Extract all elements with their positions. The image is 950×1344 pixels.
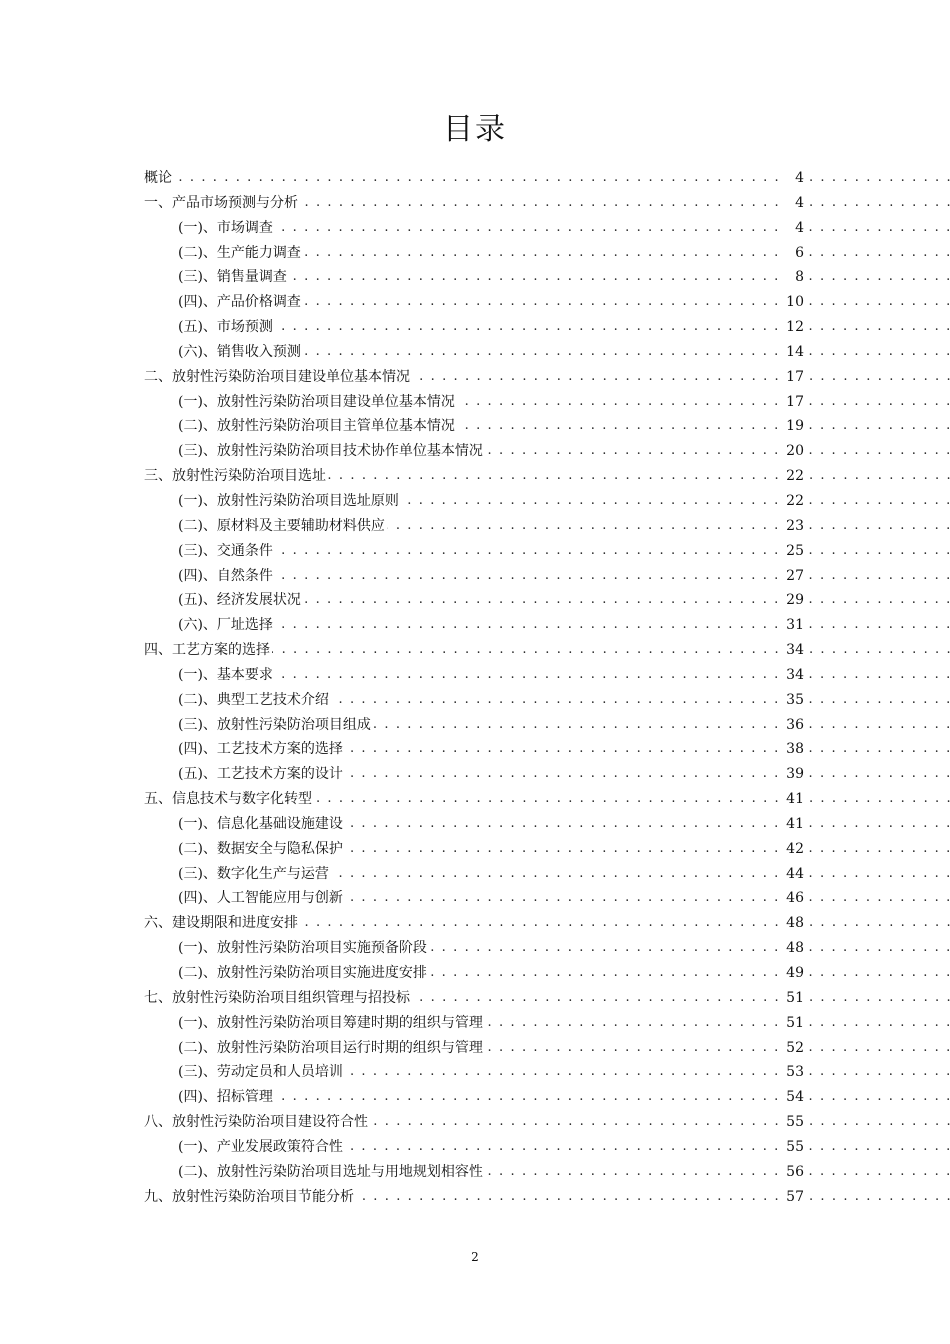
dot-leader (178, 564, 950, 589)
toc-entry-page: 4 (780, 166, 804, 191)
toc-entry[interactable] (0, 737, 950, 762)
toc-entry-page: 23 (780, 514, 804, 539)
toc-entry-page: 38 (780, 737, 804, 762)
toc-entry-page: 17 (780, 365, 804, 390)
toc-entry-label: 概论 (144, 166, 174, 191)
toc-entry[interactable] (0, 588, 950, 613)
toc-entry-label: 九、放射性污染防治项目节能分析 (144, 1185, 356, 1210)
toc-entry[interactable] (0, 961, 950, 986)
toc-entry-page: 12 (780, 315, 804, 340)
toc-entry-page: 48 (780, 936, 804, 961)
toc-entry-label: (一)、市场调查 (178, 216, 275, 241)
toc-entry-label: (四)、产品价格调查 (178, 290, 303, 315)
toc-entry[interactable] (0, 1060, 950, 1085)
toc-entry-label: (三)、放射性污染防治项目技术协作单位基本情况 (178, 439, 485, 464)
dot-leader (178, 663, 950, 688)
toc-entry[interactable] (0, 613, 950, 638)
toc-entry-page: 55 (780, 1110, 804, 1135)
toc-entry-label: (一)、信息化基础设施建设 (178, 812, 345, 837)
dot-leader (178, 539, 950, 564)
toc-entry[interactable] (0, 762, 950, 787)
toc-entry-label: 六、建设期限和进度安排 (144, 911, 300, 936)
toc-entry[interactable] (0, 290, 950, 315)
toc-entry[interactable] (0, 414, 950, 439)
toc-entry[interactable] (0, 464, 950, 489)
toc-entry-page: 35 (780, 688, 804, 713)
toc-entry-page: 8 (780, 265, 804, 290)
toc-entry-label: (二)、放射性污染防治项目选址与用地规划相容性 (178, 1160, 485, 1185)
toc-entry-page: 14 (780, 340, 804, 365)
toc-entry-page: 39 (780, 762, 804, 787)
toc-entry[interactable] (0, 514, 950, 539)
toc-entry[interactable] (0, 713, 950, 738)
table-of-contents (0, 166, 950, 1209)
toc-entry[interactable] (0, 439, 950, 464)
toc-entry-label: (四)、工艺技术方案的选择 (178, 737, 345, 762)
toc-entry-label: (四)、人工智能应用与创新 (178, 886, 345, 911)
toc-entry-label: (二)、典型工艺技术介绍 (178, 688, 331, 713)
toc-entry-label: (三)、劳动定员和人员培训 (178, 1060, 345, 1085)
toc-entry[interactable] (0, 390, 950, 415)
toc-entry-page: 48 (780, 911, 804, 936)
toc-entry-label: (二)、数据安全与隐私保护 (178, 837, 345, 862)
dot-leader (178, 1085, 950, 1110)
toc-entry-page: 57 (780, 1185, 804, 1210)
toc-entry-label: (五)、市场预测 (178, 315, 275, 340)
toc-entry-label: (三)、交通条件 (178, 539, 275, 564)
toc-entry[interactable] (0, 1011, 950, 1036)
toc-entry-page: 6 (780, 241, 804, 266)
toc-entry-page: 34 (780, 663, 804, 688)
toc-entry-label: 三、放射性污染防治项目选址 (144, 464, 328, 489)
toc-entry-page: 29 (780, 588, 804, 613)
toc-entry-label: (二)、原材料及主要辅助材料供应 (178, 514, 387, 539)
toc-entry-page: 55 (780, 1135, 804, 1160)
toc-entry-page: 25 (780, 539, 804, 564)
toc-entry-page: 51 (780, 986, 804, 1011)
toc-entry-page: 42 (780, 837, 804, 862)
toc-entry-page: 36 (780, 713, 804, 738)
toc-entry-label: (六)、厂址选择 (178, 613, 275, 638)
toc-entry[interactable] (0, 1135, 950, 1160)
toc-entry-page: 20 (780, 439, 804, 464)
toc-entry[interactable] (0, 539, 950, 564)
toc-entry-label: (三)、销售量调查 (178, 265, 289, 290)
toc-entry[interactable] (0, 886, 950, 911)
toc-entry-page: 27 (780, 564, 804, 589)
toc-entry-page: 4 (780, 216, 804, 241)
toc-entry-page: 56 (780, 1160, 804, 1185)
toc-entry-label: (六)、销售收入预测 (178, 340, 303, 365)
toc-entry[interactable] (0, 862, 950, 887)
toc-entry[interactable] (0, 241, 950, 266)
toc-entry[interactable] (0, 663, 950, 688)
toc-entry[interactable] (0, 315, 950, 340)
toc-entry-label: (一)、放射性污染防治项目建设单位基本情况 (178, 390, 457, 415)
dot-leader (178, 216, 950, 241)
page-number: 2 (471, 1250, 479, 1264)
toc-entry-label: (五)、工艺技术方案的设计 (178, 762, 345, 787)
toc-entry-label: 四、工艺方案的选择 (144, 638, 272, 663)
toc-entry-page: 22 (780, 464, 804, 489)
toc-entry-label: 七、放射性污染防治项目组织管理与招投标 (144, 986, 412, 1011)
toc-entry-label: (一)、产业发展政策符合性 (178, 1135, 345, 1160)
toc-entry-page: 46 (780, 886, 804, 911)
toc-entry-page: 52 (780, 1036, 804, 1061)
toc-entry-label: (一)、放射性污染防治项目选址原则 (178, 489, 401, 514)
toc-entry[interactable] (0, 812, 950, 837)
toc-entry-label: (五)、经济发展状况 (178, 588, 303, 613)
toc-entry[interactable] (0, 365, 950, 390)
toc-entry-page: 34 (780, 638, 804, 663)
toc-entry-page: 49 (780, 961, 804, 986)
toc-entry-label: (三)、放射性污染防治项目组成 (178, 713, 373, 738)
toc-entry-label: (一)、基本要求 (178, 663, 275, 688)
toc-entry[interactable] (0, 986, 950, 1011)
toc-entry-label: (一)、放射性污染防治项目筹建时期的组织与管理 (178, 1011, 485, 1036)
toc-entry-label: (二)、放射性污染防治项目实施进度安排 (178, 961, 429, 986)
toc-entry[interactable] (0, 1110, 950, 1135)
toc-title: 目录 (443, 112, 507, 147)
toc-entry-label: (二)、放射性污染防治项目主管单位基本情况 (178, 414, 457, 439)
dot-leader (178, 613, 950, 638)
toc-entry[interactable] (0, 340, 950, 365)
toc-entry-page: 31 (780, 613, 804, 638)
toc-entry-page: 41 (780, 812, 804, 837)
toc-entry[interactable] (0, 1185, 950, 1210)
dot-leader (144, 166, 950, 191)
toc-entry-label: (二)、生产能力调查 (178, 241, 303, 266)
dot-leader (178, 265, 950, 290)
toc-entry[interactable] (0, 216, 950, 241)
dot-leader (178, 315, 950, 340)
toc-entry-label: (四)、自然条件 (178, 564, 275, 589)
toc-entry[interactable] (0, 1036, 950, 1061)
toc-entry[interactable] (0, 911, 950, 936)
toc-entry[interactable] (0, 1085, 950, 1110)
toc-entry-page: 51 (780, 1011, 804, 1036)
toc-entry[interactable] (0, 1160, 950, 1185)
toc-entry[interactable] (0, 489, 950, 514)
toc-entry-label: (三)、数字化生产与运营 (178, 862, 331, 887)
toc-entry-label: 二、放射性污染防治项目建设单位基本情况 (144, 365, 412, 390)
toc-entry-label: (四)、招标管理 (178, 1085, 275, 1110)
toc-entry[interactable] (0, 936, 950, 961)
toc-entry-label: (二)、放射性污染防治项目运行时期的组织与管理 (178, 1036, 485, 1061)
toc-entry-label: 五、信息技术与数字化转型 (144, 787, 314, 812)
toc-entry-page: 22 (780, 489, 804, 514)
toc-entry-label: (一)、放射性污染防治项目实施预备阶段 (178, 936, 429, 961)
toc-entry[interactable] (0, 787, 950, 812)
toc-entry-page: 44 (780, 862, 804, 887)
toc-entry[interactable] (0, 688, 950, 713)
toc-entry-label: 一、产品市场预测与分析 (144, 191, 300, 216)
toc-entry-page: 41 (780, 787, 804, 812)
toc-entry-page: 54 (780, 1085, 804, 1110)
toc-entry[interactable] (0, 166, 950, 191)
toc-entry[interactable] (0, 265, 950, 290)
toc-entry-page: 19 (780, 414, 804, 439)
toc-entry[interactable] (0, 191, 950, 216)
toc-entry-label: 八、放射性污染防治项目建设符合性 (144, 1110, 370, 1135)
toc-entry-page: 4 (780, 191, 804, 216)
toc-entry[interactable] (0, 837, 950, 862)
toc-entry-page: 17 (780, 390, 804, 415)
toc-entry-page: 53 (780, 1060, 804, 1085)
toc-entry[interactable] (0, 564, 950, 589)
toc-entry-page: 10 (780, 290, 804, 315)
toc-entry[interactable] (0, 638, 950, 663)
